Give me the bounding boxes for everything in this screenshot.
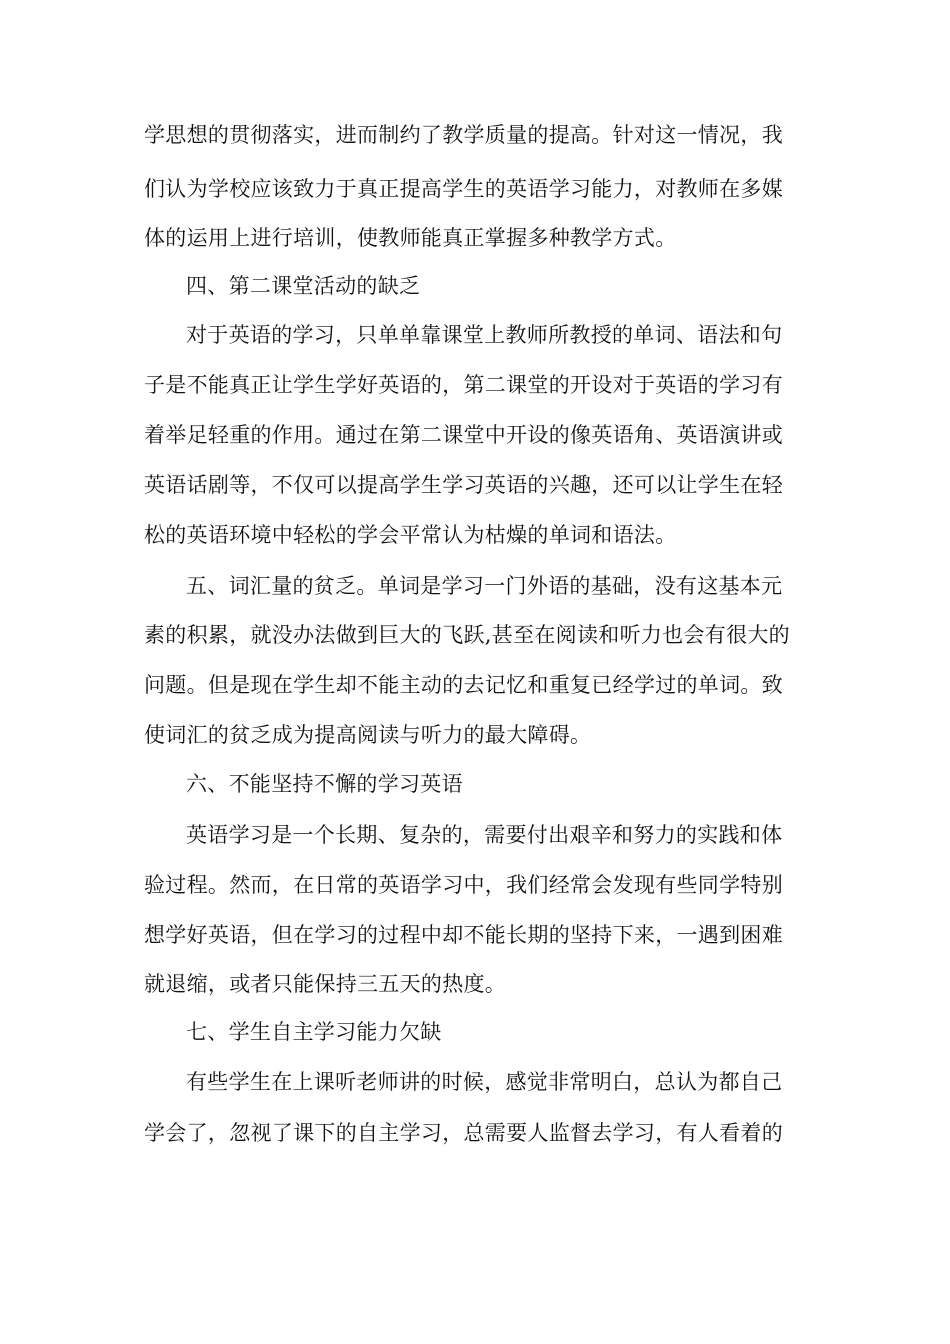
body-text-line: 学会了，忽视了课下的自主学习，总需要人监督去学习，有人看着的	[144, 1121, 783, 1145]
body-text-line: 想学好英语，但在学习的过程中却不能长期的坚持下来，一遇到困难	[144, 923, 783, 947]
body-text-line: 着举足轻重的作用。通过在第二课堂中开设的像英语角、英语演讲或	[144, 423, 783, 447]
body-text-line: 子是不能真正让学生学好英语的，第二课堂的开设对于英语的学习有	[144, 373, 783, 397]
body-text-line: 松的英语环境中轻松的学会平常认为枯燥的单词和语法。	[144, 523, 677, 547]
body-text-line: 英语话剧等，不仅可以提高学生学习英语的兴趣，还可以让学生在轻	[144, 473, 783, 497]
body-text-line: 英语学习是一个长期、复杂的，需要付出艰辛和努力的实践和体	[186, 823, 783, 847]
body-text-line: 们认为学校应该致力于真正提高学生的英语学习能力，对教师在多媒	[144, 177, 783, 201]
body-text-line: 使词汇的贫乏成为提高阅读与听力的最大障碍。	[144, 723, 592, 747]
body-text-line: 有些学生在上课听老师讲的时候，感觉非常明白，总认为都自己	[186, 1070, 783, 1094]
body-text-line: 学思想的贯彻落实，进而制约了教学质量的提高。针对这一情况，我	[144, 123, 783, 147]
body-text-line: 体的运用上进行培训，使教师能真正掌握多种教学方式。	[144, 226, 677, 250]
body-text-line: 素的积累，就没办法做到巨大的飞跃,甚至在阅读和听力也会有很大的	[144, 623, 790, 647]
body-text-line: 就退缩，或者只能保持三五天的热度。	[144, 972, 507, 996]
body-text-line: 验过程。然而，在日常的英语学习中，我们经常会发现有些同学特别	[144, 873, 783, 897]
section-heading: 六、不能坚持不懈的学习英语	[186, 772, 463, 796]
body-text-line: 问题。但是现在学生却不能主动的去记忆和重复已经学过的单词。致	[144, 673, 783, 697]
body-text-line: 五、词汇量的贫乏。单词是学习一门外语的基础，没有这基本元	[186, 574, 783, 598]
section-heading: 七、学生自主学习能力欠缺	[186, 1020, 442, 1044]
body-text-line: 对于英语的学习，只单单靠课堂上教师所教授的单词、语法和句	[186, 323, 783, 347]
section-heading: 四、第二课堂活动的缺乏	[186, 274, 421, 298]
